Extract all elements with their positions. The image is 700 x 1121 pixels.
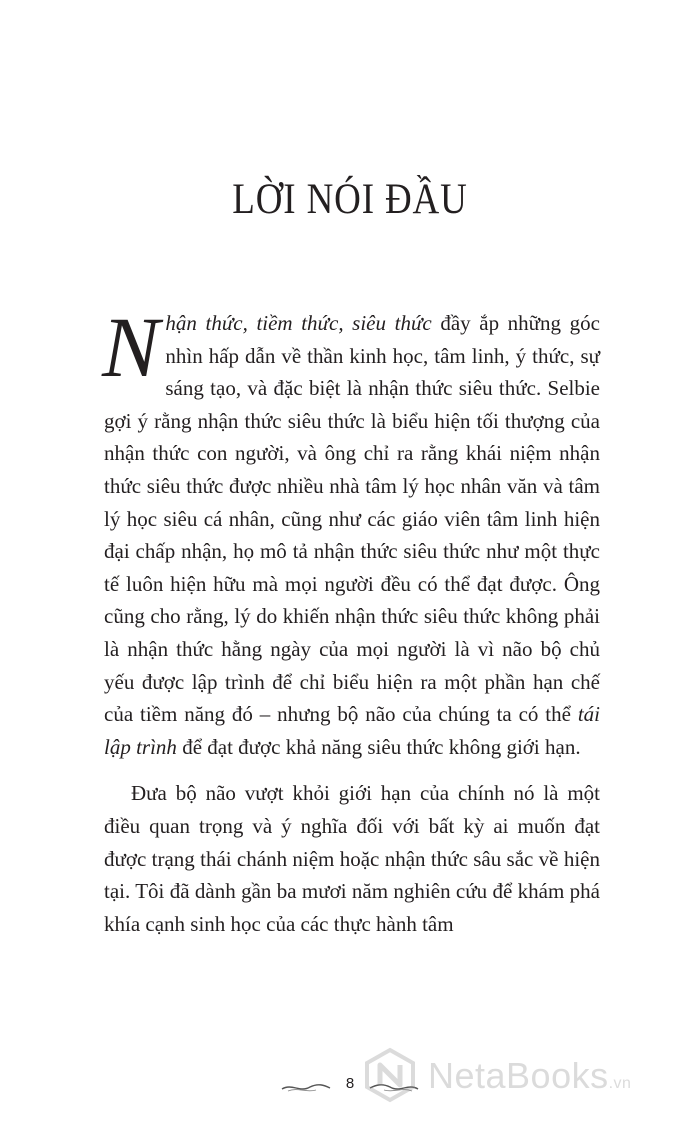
netabooks-logo-icon [362,1047,418,1103]
italic-phrase: tái lập trình [104,702,600,759]
paragraph-2: Đưa bộ não vượt khỏi giới hạn của chính nó là một điều quan trọng và ý nghĩa đối với bất kỳ ai muốn đạt được trạng thái chánh niệm hoặc nhận thức sâu sắc về hiện tại. Tôi đã dành gần ba mươi năm nghiên cứu để khám phá khía cạnh sinh học của các thực hành tâm [104,781,600,936]
watermark [362,1047,682,1103]
chapter-title: LỜI NÓI ĐẦU [232,176,468,223]
body-text [102,299,600,940]
drop-cap: N [102,299,160,395]
page-number: 8 [345,1075,355,1092]
paragraph-1-text-b: để đạt được khả năng siêu thức không giới hạn. [176,734,581,759]
paragraph-1-text-a: đầy ắp những góc nhìn hấp dẫn về thần kinh học, tâm linh, ý thức, sự sáng tạo, và đặc biệt là nhận thức siêu thức. Selbie gợi ý rằng nhận thức siêu thức là biểu hiện tối thượng của nhận thức con người, và ông chỉ ra rằng khái niệm nhận thức siêu thức được nhiều nhà tâm lý học nhân văn và tâm lý học siêu cá nhân, cũng như các giáo viên tâm linh hiện đại chấp nhận, họ mô tả nhận thức siêu thức như một thực tế luôn hiện hữu mà mọi người đều có thể đạt được. Ông cũng cho rằng, lý do khiến nhận thức siêu thức không phải là nhận thức hằng ngày của mọi người là vì não bộ chủ yếu được lập trình để chỉ biểu hiện ra một phần hạn chế của tiềm năng đó – nhưng bộ não của chúng ta có thể [104,311,600,727]
italic-lead: hận thức, tiềm thức, siêu thức [165,311,432,335]
watermark-text: NetaBooks.vn [428,1055,632,1096]
paragraph-1 [102,299,600,763]
